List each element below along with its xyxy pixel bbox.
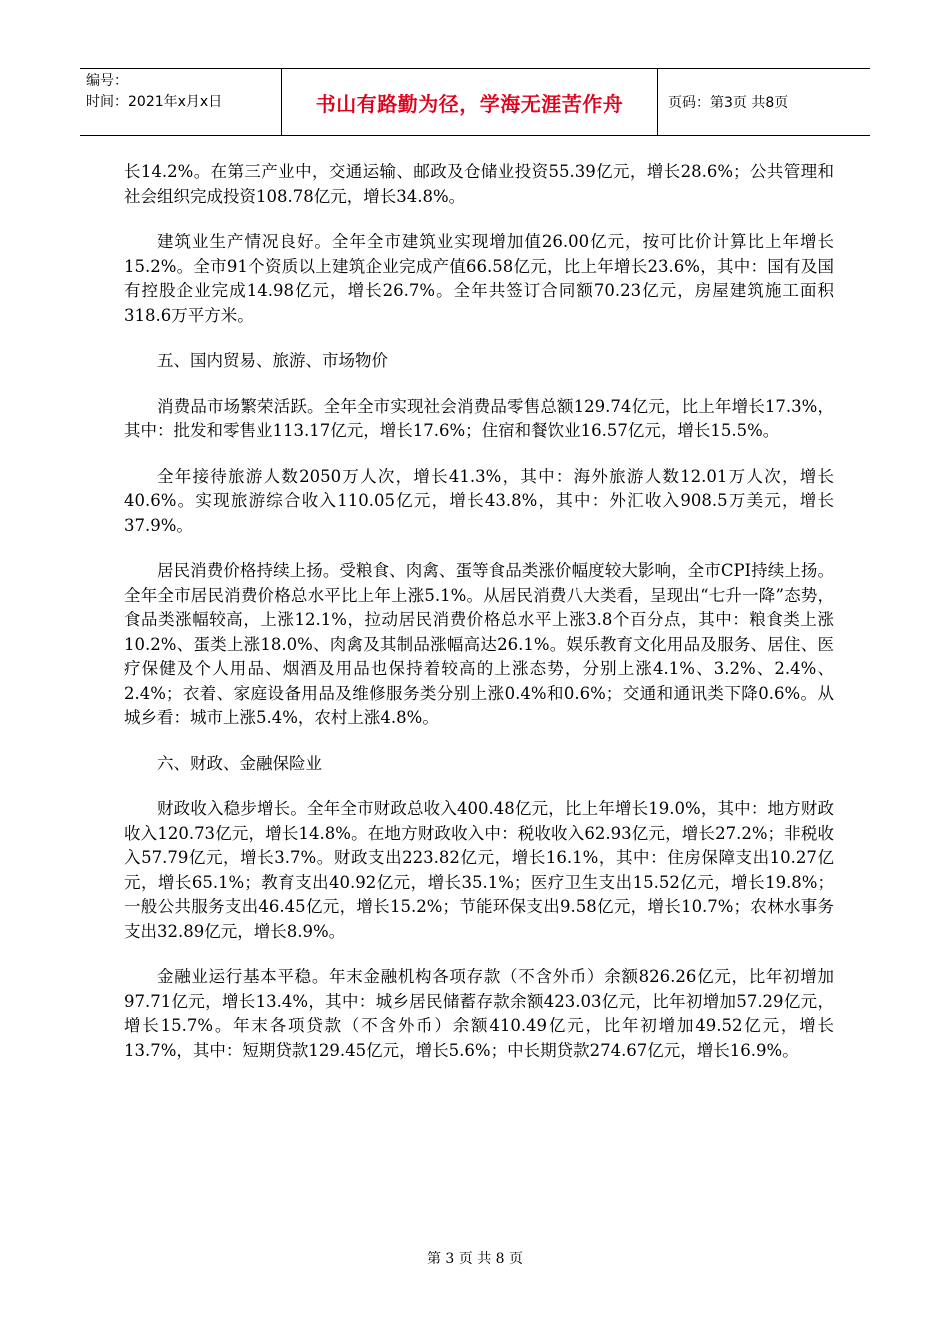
header-meta <box>80 69 282 135</box>
paragraph-cpi: 居民消费价格持续上扬。受粮食、肉禽、蛋等食品类涨价幅度较大影响，全市CPI持续上扬。全年全市居民消费价格总水平比上年上涨5.1%。从居民消费八大类看，呈现出“七升一降”态势，食品类涨幅较高，上涨12.1%，拉动居民消费价格总水平上涨3.8个百分点，其中：粮食类上涨10.2%、蛋类上涨18.0%、肉禽及其制品涨幅高达26.1%。娱乐教育文化用品及服务、居住、医疗保健及个人用品、烟酒及用品也保持着较高的上涨态势，分别上涨4.1%、3.2%、2.4%、2.4%；衣着、家庭设备用品及维修服务类分别上涨0.4%和0.6%；交通和通讯类下降0.6%。从城乡看：城市上涨5.4%，农村上涨4.8%。 <box>124 561 834 727</box>
paragraph-fiscal: 财政收入稳步增长。全年全市财政总收入400.48亿元，比上年增长19.0%，其中：地方财政收入120.73亿元，增长14.8%。在地方财政收入中：税收收入62.93亿元，增长27.2%；非税收入57.79亿元，增长3.7%。财政支出223.82亿元，增长16.1%，其中：住房保障支出10.27亿元，增长65.1%；教育支出40.92亿元，增长35.1%；医疗卫生支出15.52亿元，增长19.8%；一般公共服务支出46.45亿元，增长15.2%；节能环保支出9.58亿元，增长10.7%；农林水事务支出32.89亿元，增长8.9%。 <box>124 799 834 941</box>
header-motto: 书山有路勤为径，学海无涯苦作舟 <box>282 69 658 135</box>
document-number-label: 编号： <box>86 73 128 89</box>
document-body <box>124 160 834 1084</box>
page-footer: 第 3 页 共 8 页 <box>426 1251 524 1267</box>
paragraph-tourism: 全年接待旅游人数2050万人次，增长41.3%，其中：海外旅游人数12.01万人次，增长40.6%。实现旅游综合收入110.05亿元，增长43.8%，其中：外汇收入908.5万美元，增长37.9%。 <box>124 466 834 535</box>
paragraph-banking: 金融业运行基本平稳。年末金融机构各项存款（不含外币）余额826.26亿元，比年初增加97.71亿元，增长13.4%，其中：城乡居民储蓄存款余额423.03亿元，比年初增加57.29亿元，增长15.7%。年末各项贷款（不含外币）余额410.49亿元，比年初增加49.52亿元，增长13.7%，其中：短期贷款129.45亿元，增长5.6%；中长期贷款274.67亿元，增长16.9%。 <box>124 967 834 1060</box>
paragraph-tertiary-investment: 长14.2%。在第三产业中，交通运输、邮政及仓储业投资55.39亿元，增长28.6%；公共管理和社会组织完成投资108.78亿元，增长34.8%。 <box>124 162 834 206</box>
section-heading-finance: 六、财政、金融保险业 <box>157 753 322 773</box>
page-header <box>80 68 870 136</box>
paragraph-consumer-market: 消费品市场繁荣活跃。全年全市实现社会消费品零售总额129.74亿元，比上年增长17.3%，其中：批发和零售业113.17亿元，增长17.6%；住宿和餐饮业16.57亿元，增长15.5%。 <box>124 396 834 440</box>
header-page-info: 页码：第3页 共8页 <box>668 95 789 111</box>
document-date: 时间：2021年x月x日 <box>86 94 223 110</box>
section-heading-trade: 五、国内贸易、旅游、市场物价 <box>157 351 388 370</box>
paragraph-construction: 建筑业生产情况良好。全年全市建筑业实现增加值26.00亿元，按可比价计算比上年增长15.2%。全市91个资质以上建筑企业完成产值66.58亿元，比上年增长23.6%，其中：国有及国有控股企业完成14.98亿元，增长26.7%。全年共签订合同额70.23亿元，房屋建筑施工面积318.6万平方米。 <box>124 232 834 325</box>
